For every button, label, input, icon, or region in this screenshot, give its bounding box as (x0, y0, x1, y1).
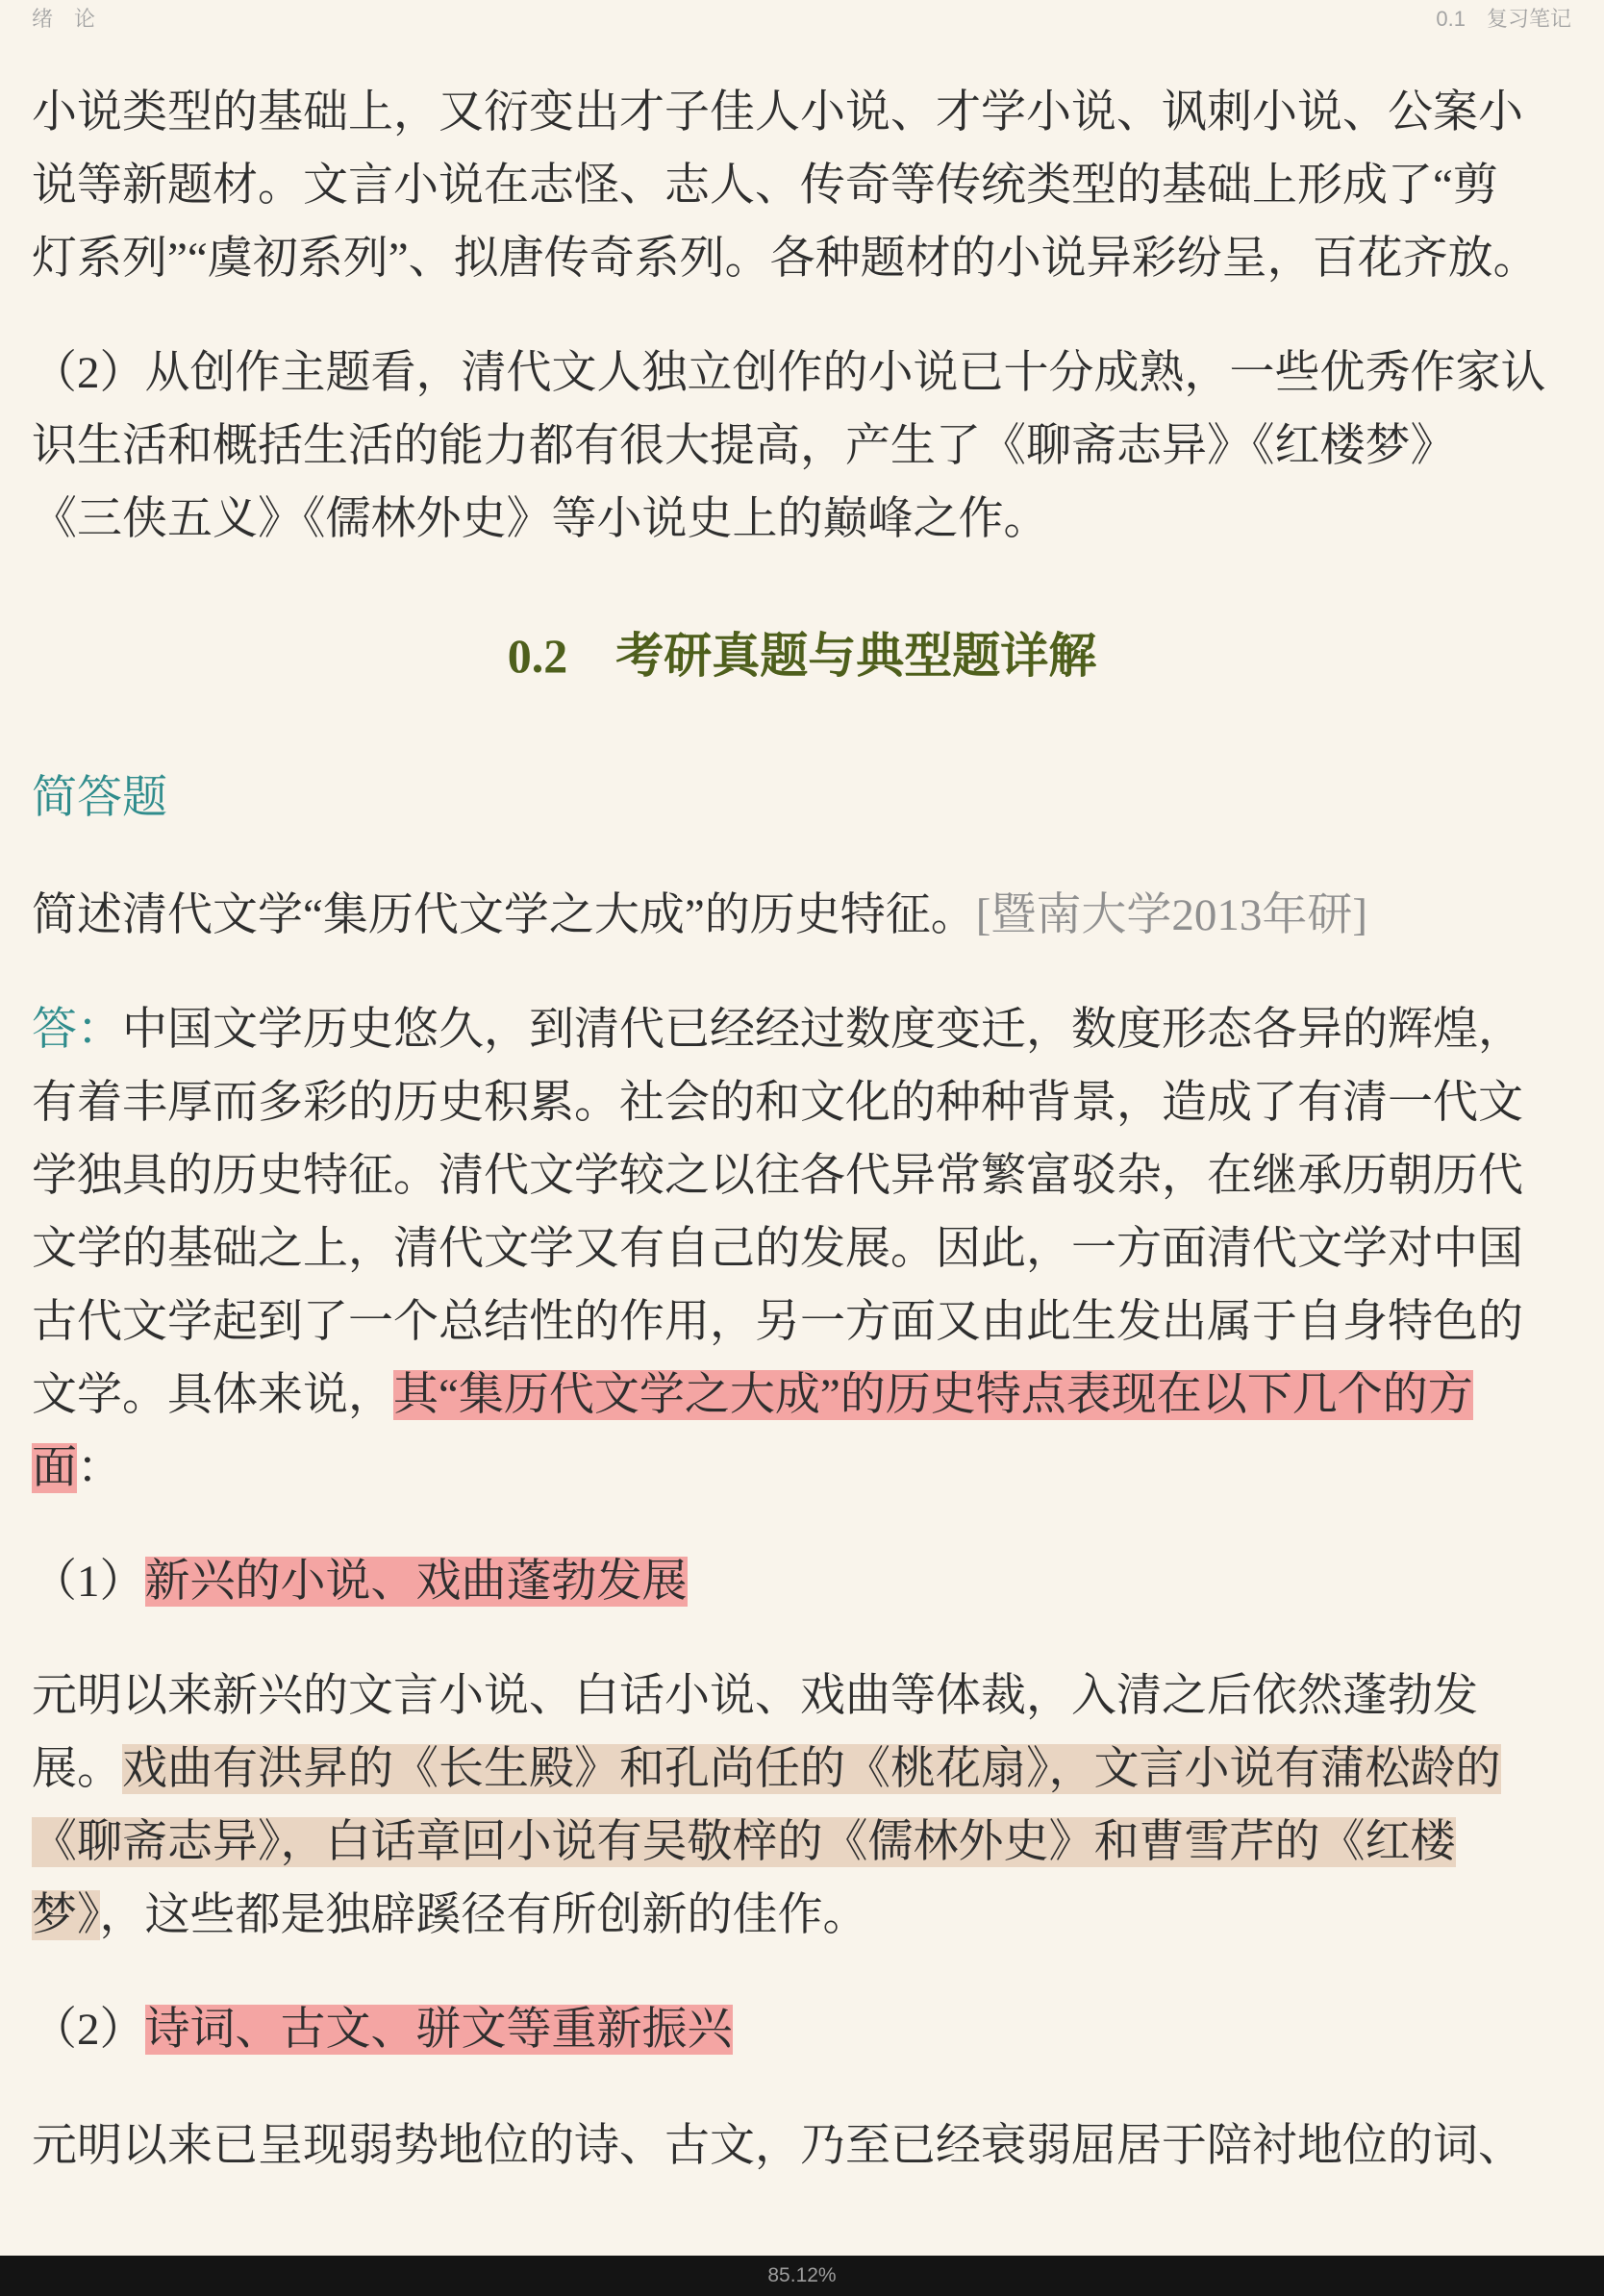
answer (32, 993, 1572, 1505)
chapter-title: 绪 论 (32, 7, 96, 31)
point-heading (32, 1545, 1572, 1618)
reading-progress-bar (0, 2256, 1604, 2296)
text-line: 元明以来已呈现弱势地位的诗、古文，乃至已经衰弱屈居于陪衬地位的词、 (32, 2121, 1523, 2171)
question-type: 简答题 (32, 773, 167, 823)
question-line (32, 879, 1572, 952)
point-paragraph (32, 1660, 1572, 1952)
point-heading (32, 1993, 1572, 2066)
highlight-pink[interactable]: 面 (32, 1443, 77, 1493)
point-number: （1） (32, 1557, 145, 1607)
highlight-pink[interactable]: 诗词、古文、骈文等重新振兴 (144, 2005, 733, 2055)
text-line (32, 1806, 1572, 1879)
highlight-pink[interactable]: 新兴的小说、戏曲蓬勃发展 (144, 1557, 688, 1607)
text-segment: 文学。具体来说， (32, 1370, 393, 1420)
progress-percentage: 85.12% (767, 2264, 837, 2286)
highlight-pink[interactable]: 其“集历代文学之大成”的历史特点表现在以下几个的方 (393, 1370, 1473, 1420)
text-line: 学独具的历史特征。清代文学较之以往各代异常繁富驳杂，在继承历朝历代 (32, 1151, 1523, 1201)
text-line (32, 1432, 1572, 1505)
text-line: 元明以来新兴的文言小说、白话小说、戏曲等体裁，入清之后依然蓬勃发 (32, 1671, 1478, 1721)
point-paragraph (32, 2109, 1572, 2183)
text-segment: ，这些都是独辟蹊径有所创新的佳作。 (99, 1890, 868, 1940)
point-title-line (32, 1993, 1572, 2066)
notes-paragraph (32, 76, 1572, 295)
text-line (32, 993, 1572, 1066)
question-source: [暨南大学2013年研] (975, 890, 1368, 940)
question-type-label (32, 761, 1572, 835)
section-heading: 0.2 考研真题与典型题详解 (507, 629, 1097, 683)
text-segment: 展。 (32, 1744, 122, 1794)
text-line: （2）从创作主题看，清代文人独立创作的小说已十分成熟，一些优秀作家认 (32, 348, 1546, 398)
text-line: 古代文学起到了一个总结性的作用，另一方面又由此生发出属于自身特色的 (32, 1297, 1523, 1347)
point-title-line (32, 1545, 1572, 1618)
question (32, 879, 1572, 952)
text-line: 说等新题材。文言小说在志怪、志人、传奇等传统类型的基础上形成了“剪 (32, 161, 1498, 211)
notes-paragraph (32, 337, 1572, 556)
text-line: 灯系列”“虞初系列”、拟唐传奇系列。各种题材的小说异彩纷呈，百花齐放。 (32, 234, 1539, 284)
text-line: 文学的基础之上，清代文学又有自己的发展。因此，一方面清代文学对中国 (32, 1224, 1523, 1274)
text-line (32, 1879, 1572, 1952)
text-line: 有着丰厚而多彩的历史积累。社会的和文化的种种背景，造成了有清一代文 (32, 1078, 1523, 1128)
text-line (32, 1359, 1572, 1432)
question-text: 简述清代文学“集历代文学之大成”的历史特征。 (32, 890, 976, 940)
point-number: （2） (32, 2005, 145, 2055)
highlight-tan[interactable]: 戏曲有洪昇的《长生殿》和孔尚任的《桃花扇》，文言小说有蒲松龄的 (122, 1744, 1501, 1794)
text-line: 小说类型的基础上，又衍变出才子佳人小说、才学小说、讽刺小说、公案小 (32, 87, 1523, 137)
running-header (0, 0, 1604, 38)
text-line: 《三侠五义》《儒林外史》等小说史上的巅峰之作。 (32, 494, 1049, 544)
text-segment: 中国文学历史悠久，到清代已经经过数度变迁，数度形态各异的辉煌， (122, 1005, 1523, 1055)
highlight-tan[interactable]: 《聊斋志异》，白话章回小说有吴敬梓的《儒林外史》和曹雪芹的《红楼 (32, 1817, 1456, 1867)
highlight-tan[interactable]: 梦》 (32, 1890, 100, 1940)
section-title: 0.1 复习笔记 (1436, 7, 1571, 31)
text-line: 识生活和概括生活的能力都有很大提高，产生了《聊斋志异》《红楼梦》 (32, 421, 1456, 471)
text-line (32, 1733, 1572, 1806)
text-segment: ： (77, 1443, 122, 1493)
answer-label: 答： (32, 1005, 122, 1055)
